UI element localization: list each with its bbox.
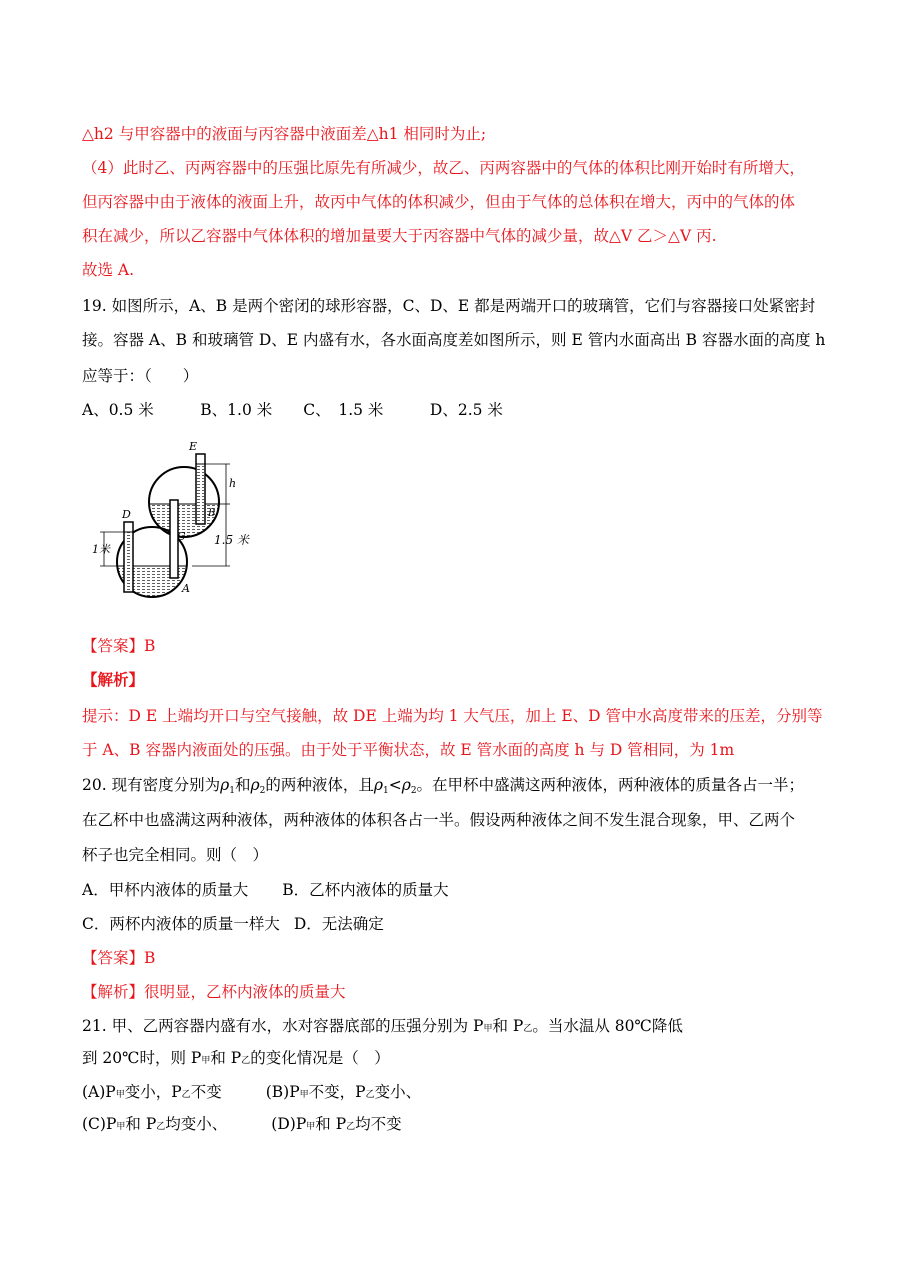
q21-option-c: (C)P甲和 P乙均变小、 — [82, 1115, 228, 1133]
label-b: B — [208, 508, 216, 519]
q21-option-b: (B)P甲不变，P乙变小、 — [265, 1083, 422, 1101]
q20-stem-line-3: 杯子也完全相同。则（ ） — [82, 846, 269, 864]
label-right-height: 1.5 米 — [214, 533, 249, 547]
q21-option-a: (A)P甲变小，P乙不变 — [82, 1083, 222, 1101]
q19-figure — [92, 432, 262, 606]
q21-option-d: (D)P甲和 P乙均不变 — [271, 1115, 402, 1133]
q19-analysis-title: 【解析】 — [82, 670, 145, 689]
q20-analysis: 【解析】很明显，乙杯内液体的质量大 — [82, 983, 346, 1001]
q21-stem-line-1: 21. 甲、乙两容器内盛有水，水对容器底部的压强分别为 P甲和 P乙。当水温从 80℃降低 — [82, 1017, 683, 1035]
q19-stem-line-1: 19. 如图所示，A、B 是两个密闭的球形容器，C、D、E 都是两端开口的玻璃管，它们与容器接口处紧密封 — [82, 297, 816, 315]
q21-options-row-1 — [82, 1082, 421, 1105]
q20-option-d: D．无法确定 — [293, 915, 384, 933]
q19-answer: 【答案】B — [82, 637, 156, 655]
q19-analysis-line-1: 提示：D E 上端均开口与空气接触，故 DE 上端为均 1 大气压，加上 E、D 管中水高度带来的压差，分别等 — [82, 707, 823, 725]
q20-answer: 【答案】B — [82, 949, 156, 967]
q19-options: A、0.5 米 B、1.0 米 C、 1.5 米 D、2.5 米 — [82, 401, 503, 419]
q20-option-c: C．两杯内液体的质量一样大 — [82, 915, 280, 933]
q20-stem-line-1: 20. 现有密度分别为ρ1和ρ2的两种液体，且ρ1<ρ2。在甲杯中盛满这两种液体，两种液体的质量各占一半； — [82, 776, 805, 796]
q19-stem-line-3: 应等于：（ ） — [82, 367, 199, 385]
label-left-height: 1米 — [92, 543, 110, 556]
label-e: E — [189, 440, 198, 453]
label-h: h — [229, 477, 237, 490]
label-d: D — [122, 508, 131, 521]
q21-stem-line-2: 到 20℃时，则 P甲和 P乙的变化情况是（ ） — [82, 1049, 390, 1067]
prev-answer-line-1: △h2 与甲容器中的液面与丙容器中液面差△h1 相同时为止; — [82, 125, 487, 143]
q19-analysis-line-2: 于 A、B 容器内液面处的压强。由于处于平衡状态，故 E 管水面的高度 h 与 D 管相同，为 1m — [82, 741, 735, 759]
prev-answer-line-4: 积在减少，所以乙容器中气体体积的增加量要大于丙容器中气体的减少量，故△V 乙＞△V 丙. — [82, 227, 717, 245]
q20-options-row-2 — [82, 914, 384, 934]
prev-answer-line-3: 但丙容器中由于液体的液面上升，故丙中气体的体积减少，但由于气体的总体积在增大，丙中的气体的体 — [82, 193, 796, 211]
container-diagram — [92, 432, 262, 602]
q20-options-row-1 — [82, 880, 449, 900]
q20-option-b: B．乙杯内液体的质量大 — [282, 881, 449, 899]
label-a: A — [182, 582, 190, 595]
prev-answer-conclusion: 故选 A. — [82, 261, 135, 279]
q21-options-row-2 — [82, 1114, 402, 1137]
prev-answer-line-2: （4）此时乙、丙两容器中的压强比原先有所减少，故乙、丙两容器中的气体的体积比刚开始时有所增大， — [82, 159, 805, 177]
q20-stem-line-2: 在乙杯中也盛满这两种液体，两种液体的体积各占一半。假设两种液体之间不发生混合现象，甲、乙两个 — [82, 811, 796, 829]
label-c: C — [177, 530, 186, 543]
q20-option-a: A．甲杯内液体的质量大 — [82, 881, 249, 899]
q19-stem-line-2: 接。容器 A、B 和玻璃管 D、E 内盛有水，各水面高度差如图所示，则 E 管内水面高出 B 容器水面的高度 h — [82, 331, 826, 349]
